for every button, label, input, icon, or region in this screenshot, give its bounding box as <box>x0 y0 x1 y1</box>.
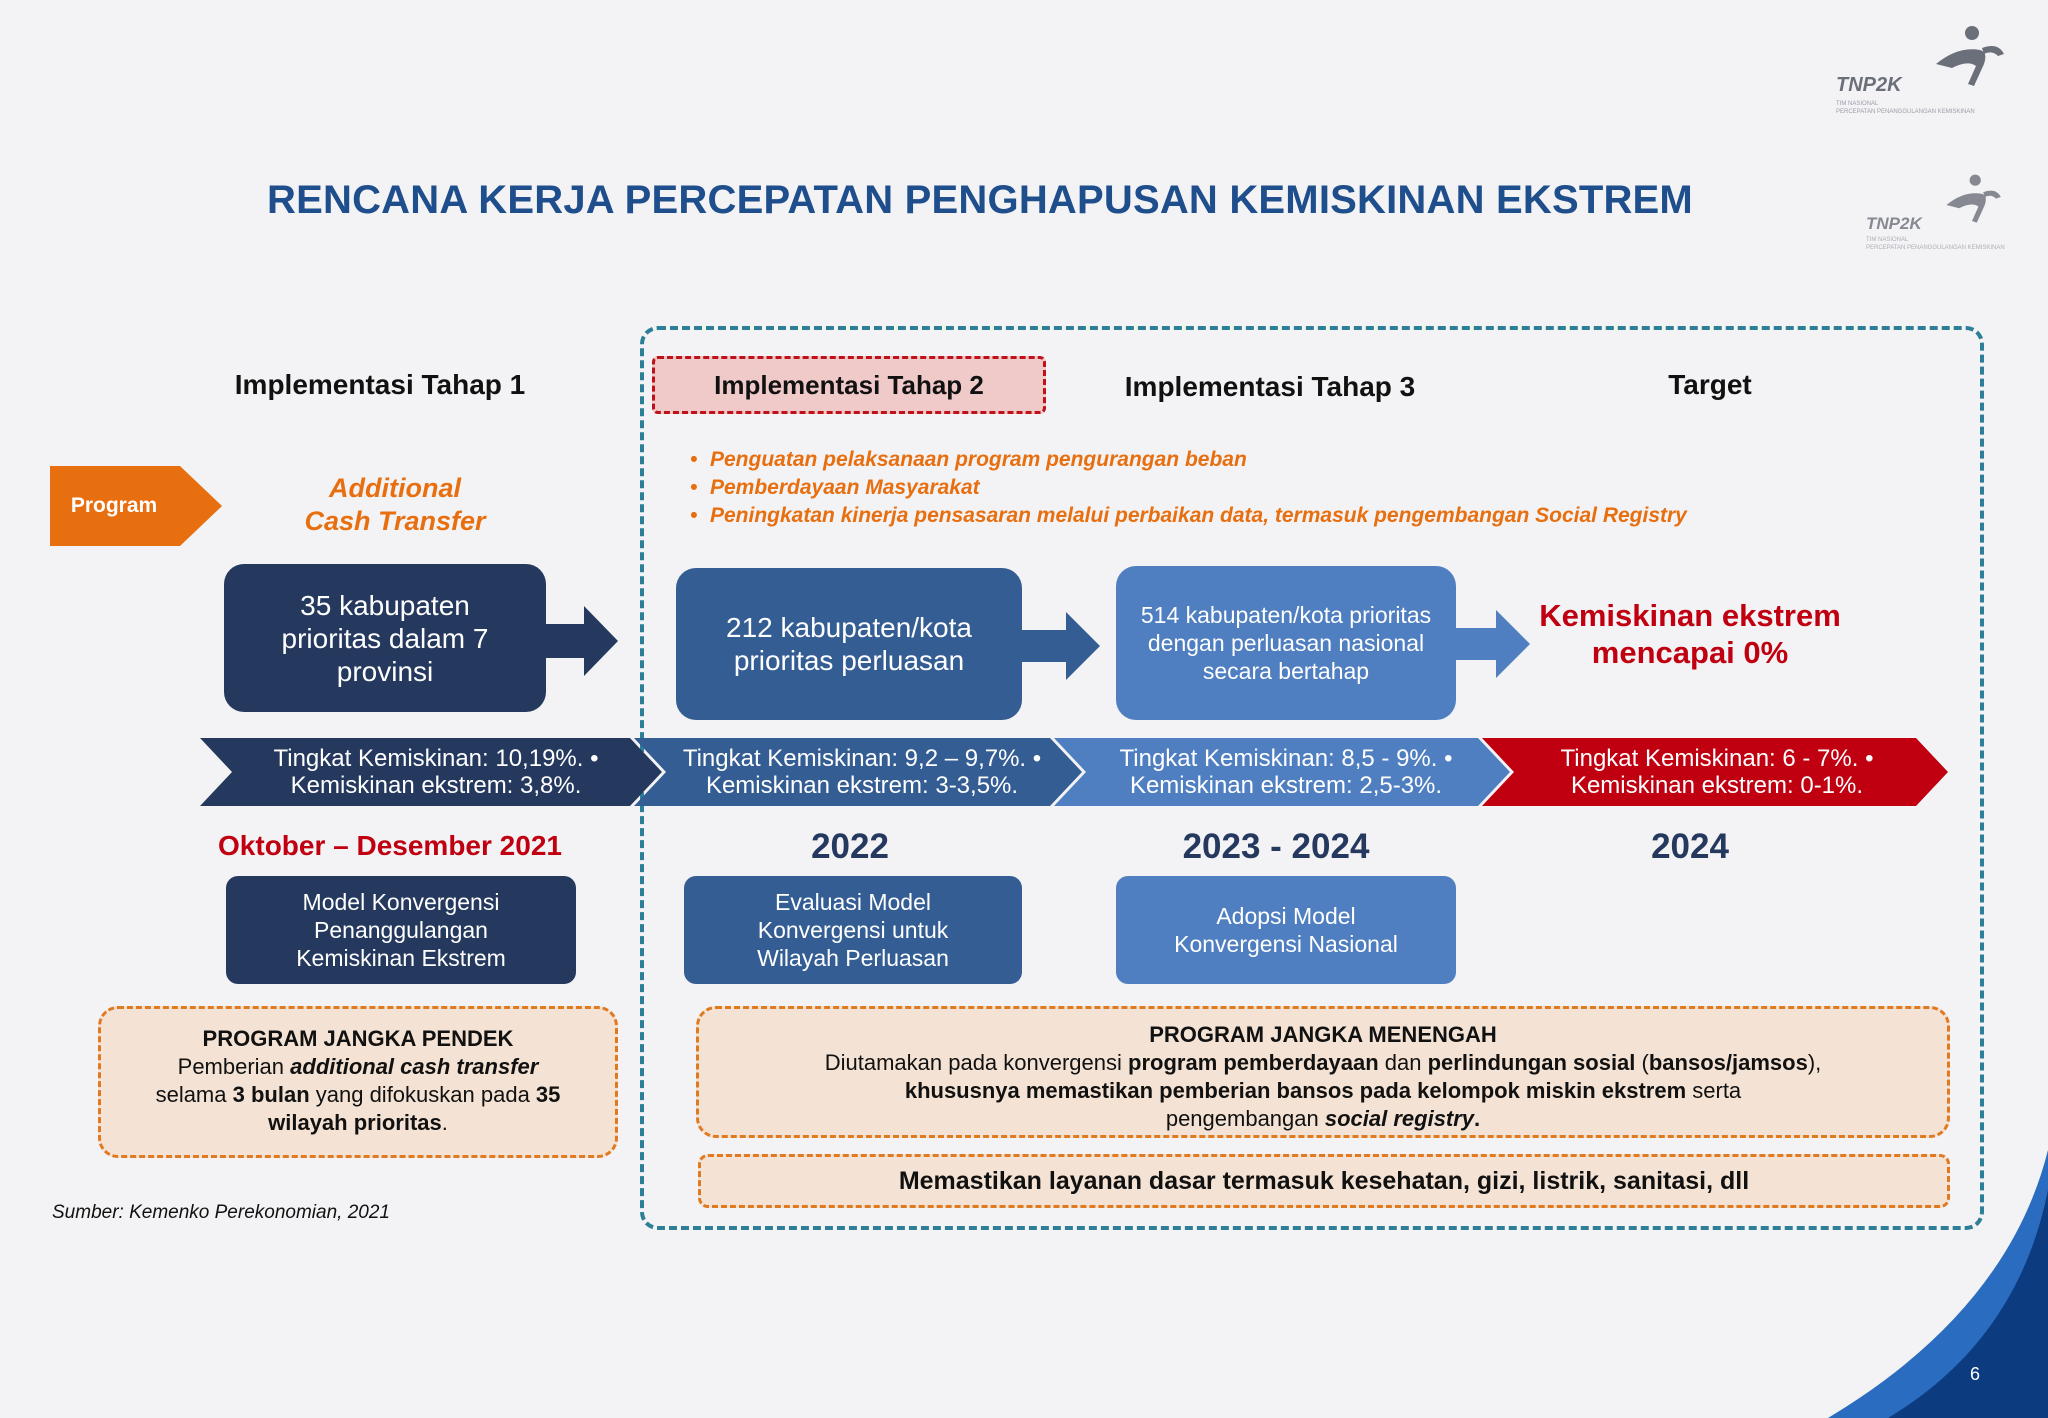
page-number: 6 <box>1970 1364 1981 1384</box>
coverage-box-phase-2: 212 kabupaten/kota prioritas perluasan <box>676 568 1022 720</box>
phase-2-header: Implementasi Tahap 2 <box>652 356 1046 414</box>
logo-sub-small: TIM NASIONAL PERCEPATAN PENANGGULANGAN KEMISKINAN <box>1866 237 2005 251</box>
program-tag-label: Program <box>70 494 158 517</box>
logo-sub: TIM NASIONAL PERCEPATAN PENANGGULANGAN KEMISKINAN <box>1836 101 1975 115</box>
phase-2-3-bullet-list <box>690 446 1950 530</box>
logo-top <box>1836 24 2026 124</box>
right-arrow-icon <box>1020 612 1100 680</box>
model-box-phase-2: Evaluasi Model Konvergensi untuk Wilayah Perluasan <box>684 876 1022 984</box>
bullet-item: • Peningkatan kinerja pensasaran melalui perbaikan data, termasuk pengembangan Social Registry <box>690 502 1950 530</box>
basic-services-box: Memastikan layanan dasar termasuk kesehatan, gizi, listrik, sanitasi, dll <box>698 1154 1950 1208</box>
mid-term-title: PROGRAM JANGKA MENENGAH <box>1149 1022 1497 1047</box>
coverage-box-phase-3: 514 kabupaten/kota prioritas dengan perluasan nasional secara bertahap <box>1116 566 1456 720</box>
short-term-program-box <box>98 1006 618 1158</box>
runner-logo-icon <box>1928 24 2008 94</box>
stats-text-phase-1: Tingkat Kemiskinan: 10,19%. • Kemiskinan ekstrem: 3,8%. <box>273 745 599 799</box>
right-arrow-icon <box>1454 610 1530 678</box>
phase-3-header: Implementasi Tahap 3 <box>1124 371 1416 402</box>
mid-term-text: Diutamakan pada konvergensi program pemberdayaan dan perlindungan sosial (bansos/jamsos), khususnya memastikan pemberian bansos pada kelompok miskin ekstrem serta pengembangan social registry. <box>824 1050 1822 1131</box>
target-outcome: Kemiskinan ekstrem mencapai 0% <box>1539 598 1841 670</box>
logo-name-small: TNP2K <box>1866 214 1922 233</box>
period-target: 2024 <box>1651 827 1729 866</box>
coverage-box-phase-1: 35 kabupaten prioritas dalam 7 provinsi <box>224 564 546 712</box>
target-header: Target <box>1668 369 1752 400</box>
stats-text-target: Tingkat Kemiskinan: 6 - 7%. • Kemiskinan ekstrem: 0-1%. <box>1560 745 1874 799</box>
phase-1-header: Implementasi Tahap 1 <box>234 369 526 400</box>
page-title: RENCANA KERJA PERCEPATAN PENGHAPUSAN KEMISKINAN EKSTREM <box>267 178 1693 222</box>
logo-name: TNP2K <box>1836 74 1902 96</box>
bullet-item: • Penguatan pelaksanaan program pengurangan beban <box>690 446 1950 474</box>
bullet-item: • Pemberdayaan Masyarakat <box>690 474 1950 502</box>
corner-wave-decoration <box>1808 1150 2048 1418</box>
stats-text-phase-3: Tingkat Kemiskinan: 8,5 - 9%. • Kemiskinan ekstrem: 2,5-3%. <box>1119 745 1453 799</box>
program-additional-cash-transfer: Additional Cash Transfer <box>304 473 486 536</box>
period-phase-3: 2023 - 2024 <box>1182 827 1370 866</box>
period-phase-2: 2022 <box>811 827 889 866</box>
model-box-phase-1: Model Konvergensi Penanggulangan Kemiskinan Ekstrem <box>226 876 576 984</box>
right-arrow-icon <box>544 606 618 676</box>
short-term-title: PROGRAM JANGKA PENDEK <box>202 1026 514 1051</box>
source-note: Sumber: Kemenko Perekonomian, 2021 <box>52 1202 390 1223</box>
period-phase-1: Oktober – Desember 2021 <box>218 830 562 861</box>
model-box-phase-3: Adopsi Model Konvergensi Nasional <box>1116 876 1456 984</box>
mid-term-program-box <box>696 1006 1950 1138</box>
stats-text-phase-2: Tingkat Kemiskinan: 9,2 – 9,7%. • Kemiskinan ekstrem: 3-3,5%. <box>682 745 1042 799</box>
short-term-text: Pemberian additional cash transfer selama 3 bulan yang difokuskan pada 35 wilayah prioritas. <box>155 1054 561 1135</box>
